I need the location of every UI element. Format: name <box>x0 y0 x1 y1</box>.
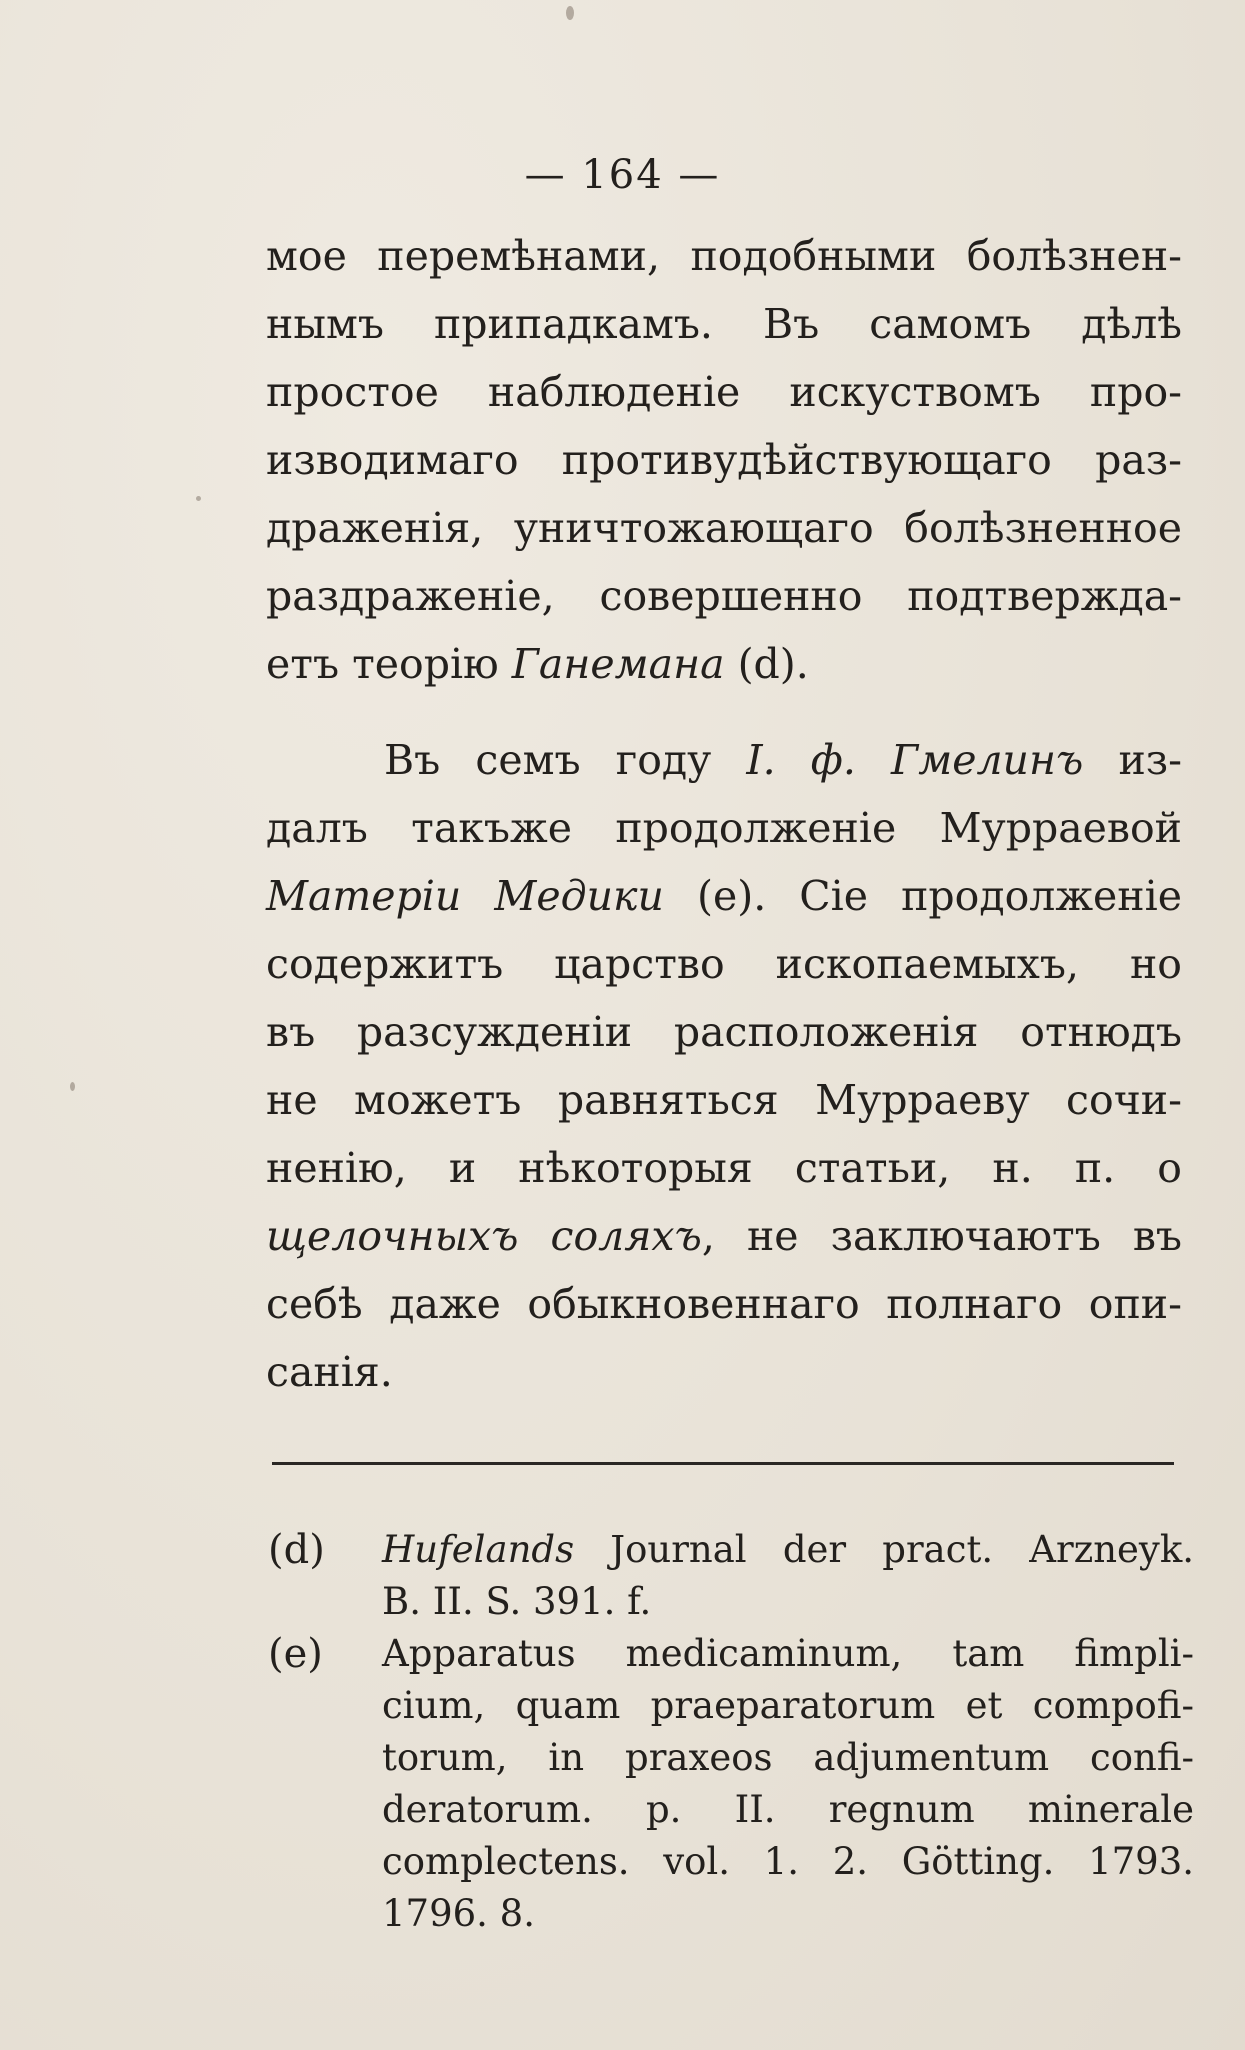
body-line: нымъ припадкамъ. Въ самомъ дѣлѣ <box>266 300 1182 348</box>
footnote-marker-d: (d) <box>268 1527 325 1573</box>
body-line: не можетъ равняться Мурраеву сочи- <box>266 1076 1182 1124</box>
paper-speck <box>70 1082 75 1091</box>
body-line: мое перемѣнами, подобными болѣзнен- <box>266 232 1182 280</box>
title-italic: Матеріи Медики <box>266 872 664 920</box>
footnote-line: deratorum. p. II. regnum minerale <box>382 1788 1194 1831</box>
footnote-line <box>382 1524 1194 1576</box>
footnote-line: B. II. S. 391. f. <box>382 1580 652 1623</box>
body-line: далъ такъже продолженіе Мурраевой <box>266 804 1182 852</box>
body-line <box>266 630 1182 698</box>
footnote-line: cium, quam praeparatorum et compofi- <box>382 1684 1194 1727</box>
body-line: изводимаго противудѣйствующаго раз- <box>266 436 1182 484</box>
body-text: из- <box>1083 736 1183 784</box>
body-line: въ разсужденіи расположенія отнюдъ <box>266 1008 1182 1056</box>
body-line: простое наблюденіе искуствомъ про- <box>266 368 1182 416</box>
paper-speck <box>566 6 574 20</box>
body-line: драженія, уничтожающаго болѣзненное <box>266 504 1182 552</box>
body-line: раздраженіе, совершенно подтвержда- <box>266 572 1182 620</box>
body-text: етъ теорію <box>266 640 512 688</box>
footnote-ref-d: (d). <box>724 640 809 688</box>
body-line: содержитъ царство ископаемыхъ, но <box>266 940 1182 988</box>
body-line <box>266 862 1182 930</box>
body-line <box>266 1202 1182 1270</box>
footnote-text: Journal der pract. Arzneyk. <box>574 1528 1194 1571</box>
footnote-divider <box>272 1462 1174 1465</box>
page-number: — 164 — <box>524 152 721 198</box>
footnote-line: complectens. vol. 1. 2. Götting. 1793. <box>382 1840 1194 1883</box>
footnote-line: 1796. 8. <box>382 1892 535 1935</box>
body-line <box>384 726 1182 794</box>
body-text: Въ семъ году <box>384 736 747 784</box>
body-line: себѣ даже обыкновеннаго полнаго опи- <box>266 1280 1182 1328</box>
author-name-italic: I. ф. Гмелинъ <box>746 736 1084 784</box>
footnote-author-italic: Hufelands <box>382 1528 575 1571</box>
footnote-line: Apparatus medicaminum, tam fimpli- <box>382 1632 1194 1675</box>
body-text: , не заключаютъ въ <box>701 1212 1183 1260</box>
paper-speck <box>196 496 201 501</box>
author-name-italic: Ганемана <box>511 640 725 688</box>
footnote-marker-e: (e) <box>268 1631 323 1677</box>
term-italic: щелочныхъ соляхъ <box>266 1212 702 1260</box>
footnote-line: torum, in praxeos adjumentum confi- <box>382 1736 1194 1779</box>
body-line: санія. <box>266 1348 393 1396</box>
body-text: (e). Сіе продолженіе <box>663 872 1182 920</box>
body-line: ненію, и нѣкоторыя статьи, н. п. о <box>266 1144 1182 1192</box>
